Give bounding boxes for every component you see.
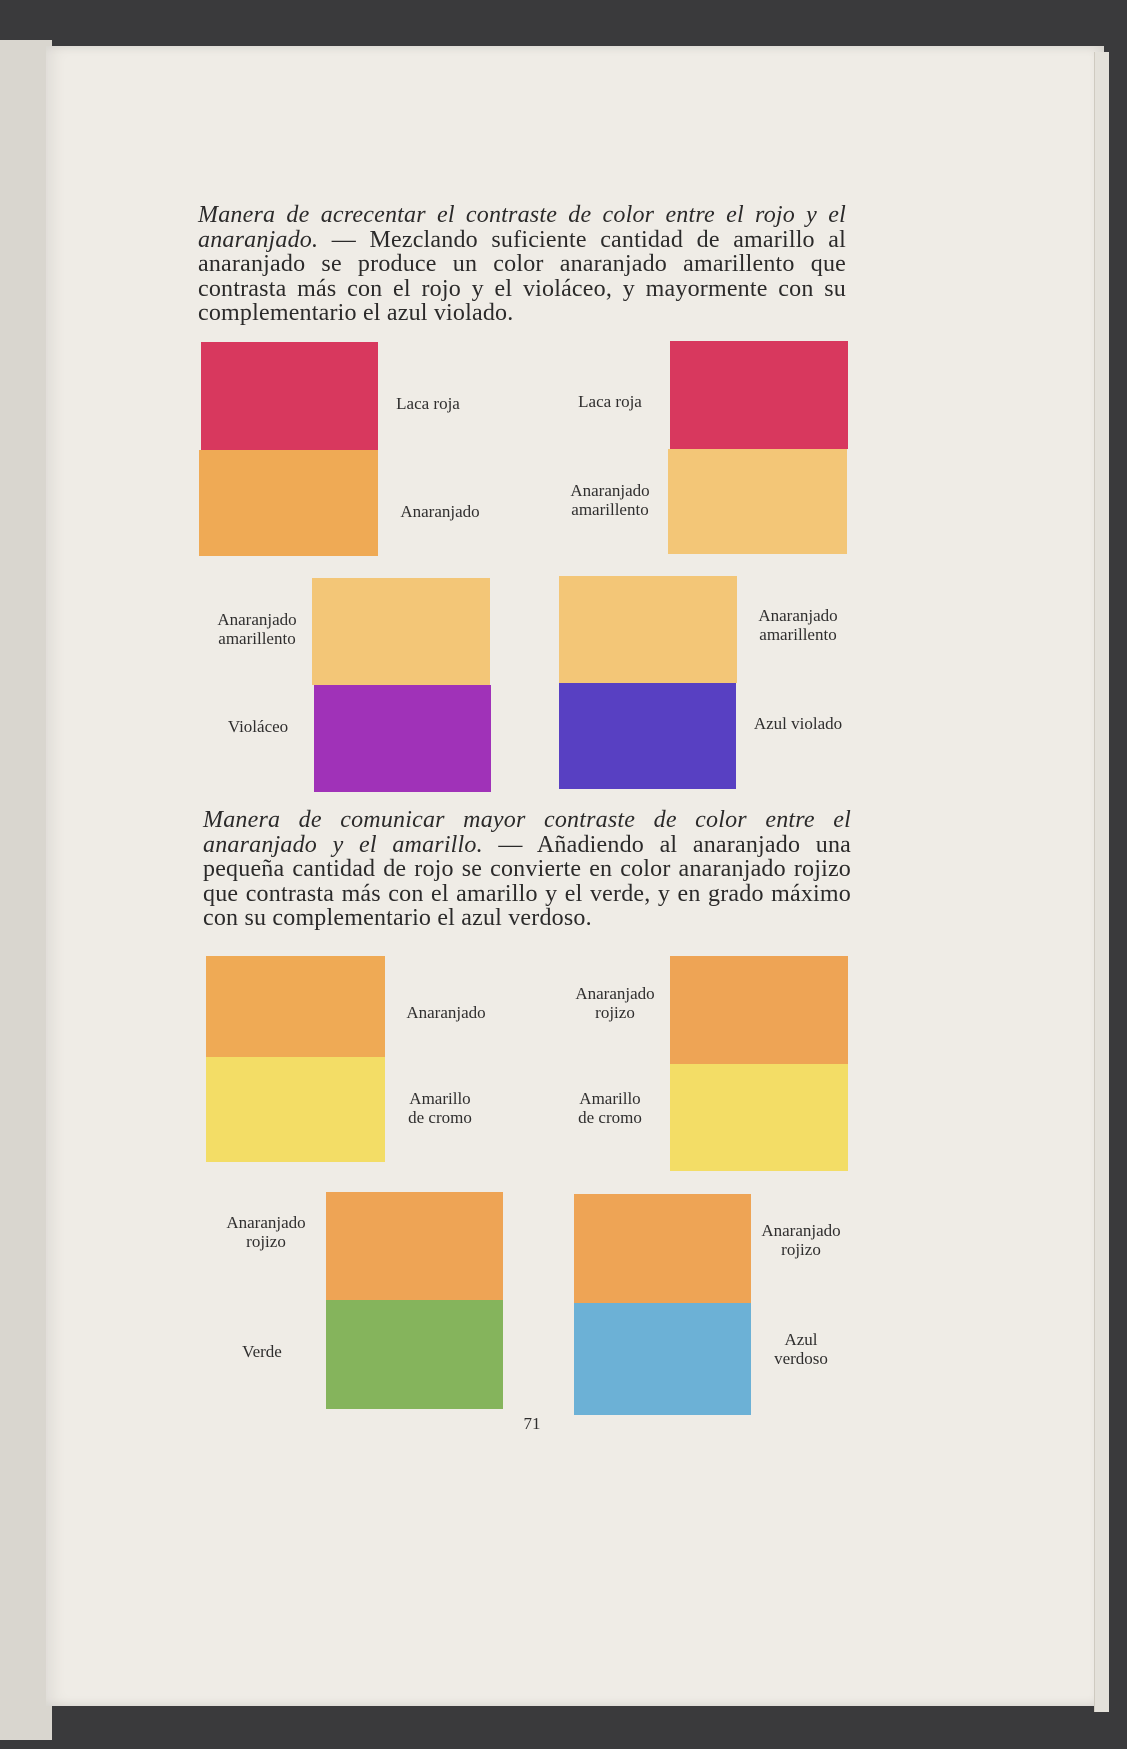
label-azul-verdoso: Azul verdoso [774, 1330, 828, 1368]
label-amarillo-cromo-2: Amarillo de cromo [578, 1089, 642, 1127]
swatch-anaranjado-rojizo-3 [574, 1194, 751, 1303]
label-anaranjado-rojizo-1: Anaranjado rojizo [575, 984, 655, 1022]
paragraph-2-body: — Añadiendo al anaranjado una pequeña cantidad de rojo se convierte en color anaranjado rojizo que contrasta más con el amarillo y el verde, y en grado máximo con su complementario el azul verdoso. [203, 831, 851, 931]
label-laca-roja-2: Laca roja [578, 392, 642, 411]
page-left-edge [0, 40, 52, 1740]
label-anaranjado-rojizo-2: Anaranjado rojizo [226, 1213, 306, 1251]
paragraph-1-lead: Manera de acrecentar el contraste de color entre el rojo y el anaranjado. [198, 202, 846, 253]
label-anaranjado-amarillento-2: Anaranjado amarillento [217, 610, 297, 648]
swatch-laca-roja-1 [201, 342, 378, 450]
swatch-anaranjado-1 [199, 450, 378, 556]
swatch-verde [326, 1300, 503, 1409]
page-right-edge [1094, 52, 1109, 1712]
paragraph-2 [203, 808, 851, 931]
page-number: 71 [523, 1414, 541, 1433]
swatch-anaranjado-amarillento-3 [559, 576, 737, 683]
label-violaceo: Violáceo [227, 717, 289, 736]
swatch-azul-verdoso [574, 1303, 751, 1415]
swatch-violaceo [314, 685, 491, 792]
label-anaranjado-1: Anaranjado [400, 502, 480, 521]
label-anaranjado-2: Anaranjado [406, 1003, 486, 1022]
swatch-anaranjado-rojizo-2 [326, 1192, 503, 1300]
label-anaranjado-rojizo-3: Anaranjado rojizo [761, 1221, 841, 1259]
paragraph-1-body: — Mezclando suficiente cantidad de amarillo al anaranjado se produce un color anaranjado amarillento que contrasta más con el rojo y el violáceo, y mayormente con su complementario el azul violado. [198, 226, 846, 326]
swatch-anaranjado-2 [206, 956, 385, 1057]
swatch-anaranjado-amarillento-2 [312, 578, 490, 685]
swatch-azul-violado [559, 683, 736, 789]
label-azul-violado: Azul violado [753, 714, 843, 733]
swatch-anaranjado-amarillento-1 [668, 449, 847, 554]
label-verde: Verde [242, 1342, 282, 1361]
swatch-amarillo-cromo-1 [206, 1057, 385, 1162]
swatch-anaranjado-rojizo-1 [670, 956, 848, 1064]
paragraph-2-lead: Manera de comunicar mayor contraste de color entre el anaranjado y el amarillo. [203, 807, 851, 858]
label-laca-roja-1: Laca roja [396, 394, 460, 413]
label-amarillo-cromo-1: Amarillo de cromo [408, 1089, 472, 1127]
label-anaranjado-amarillento-3: Anaranjado amarillento [758, 606, 838, 644]
swatch-laca-roja-2 [670, 341, 848, 449]
swatch-amarillo-cromo-2 [670, 1064, 848, 1171]
paragraph-1 [198, 203, 846, 326]
label-anaranjado-amarillento-1: Anaranjado amarillento [570, 481, 650, 519]
